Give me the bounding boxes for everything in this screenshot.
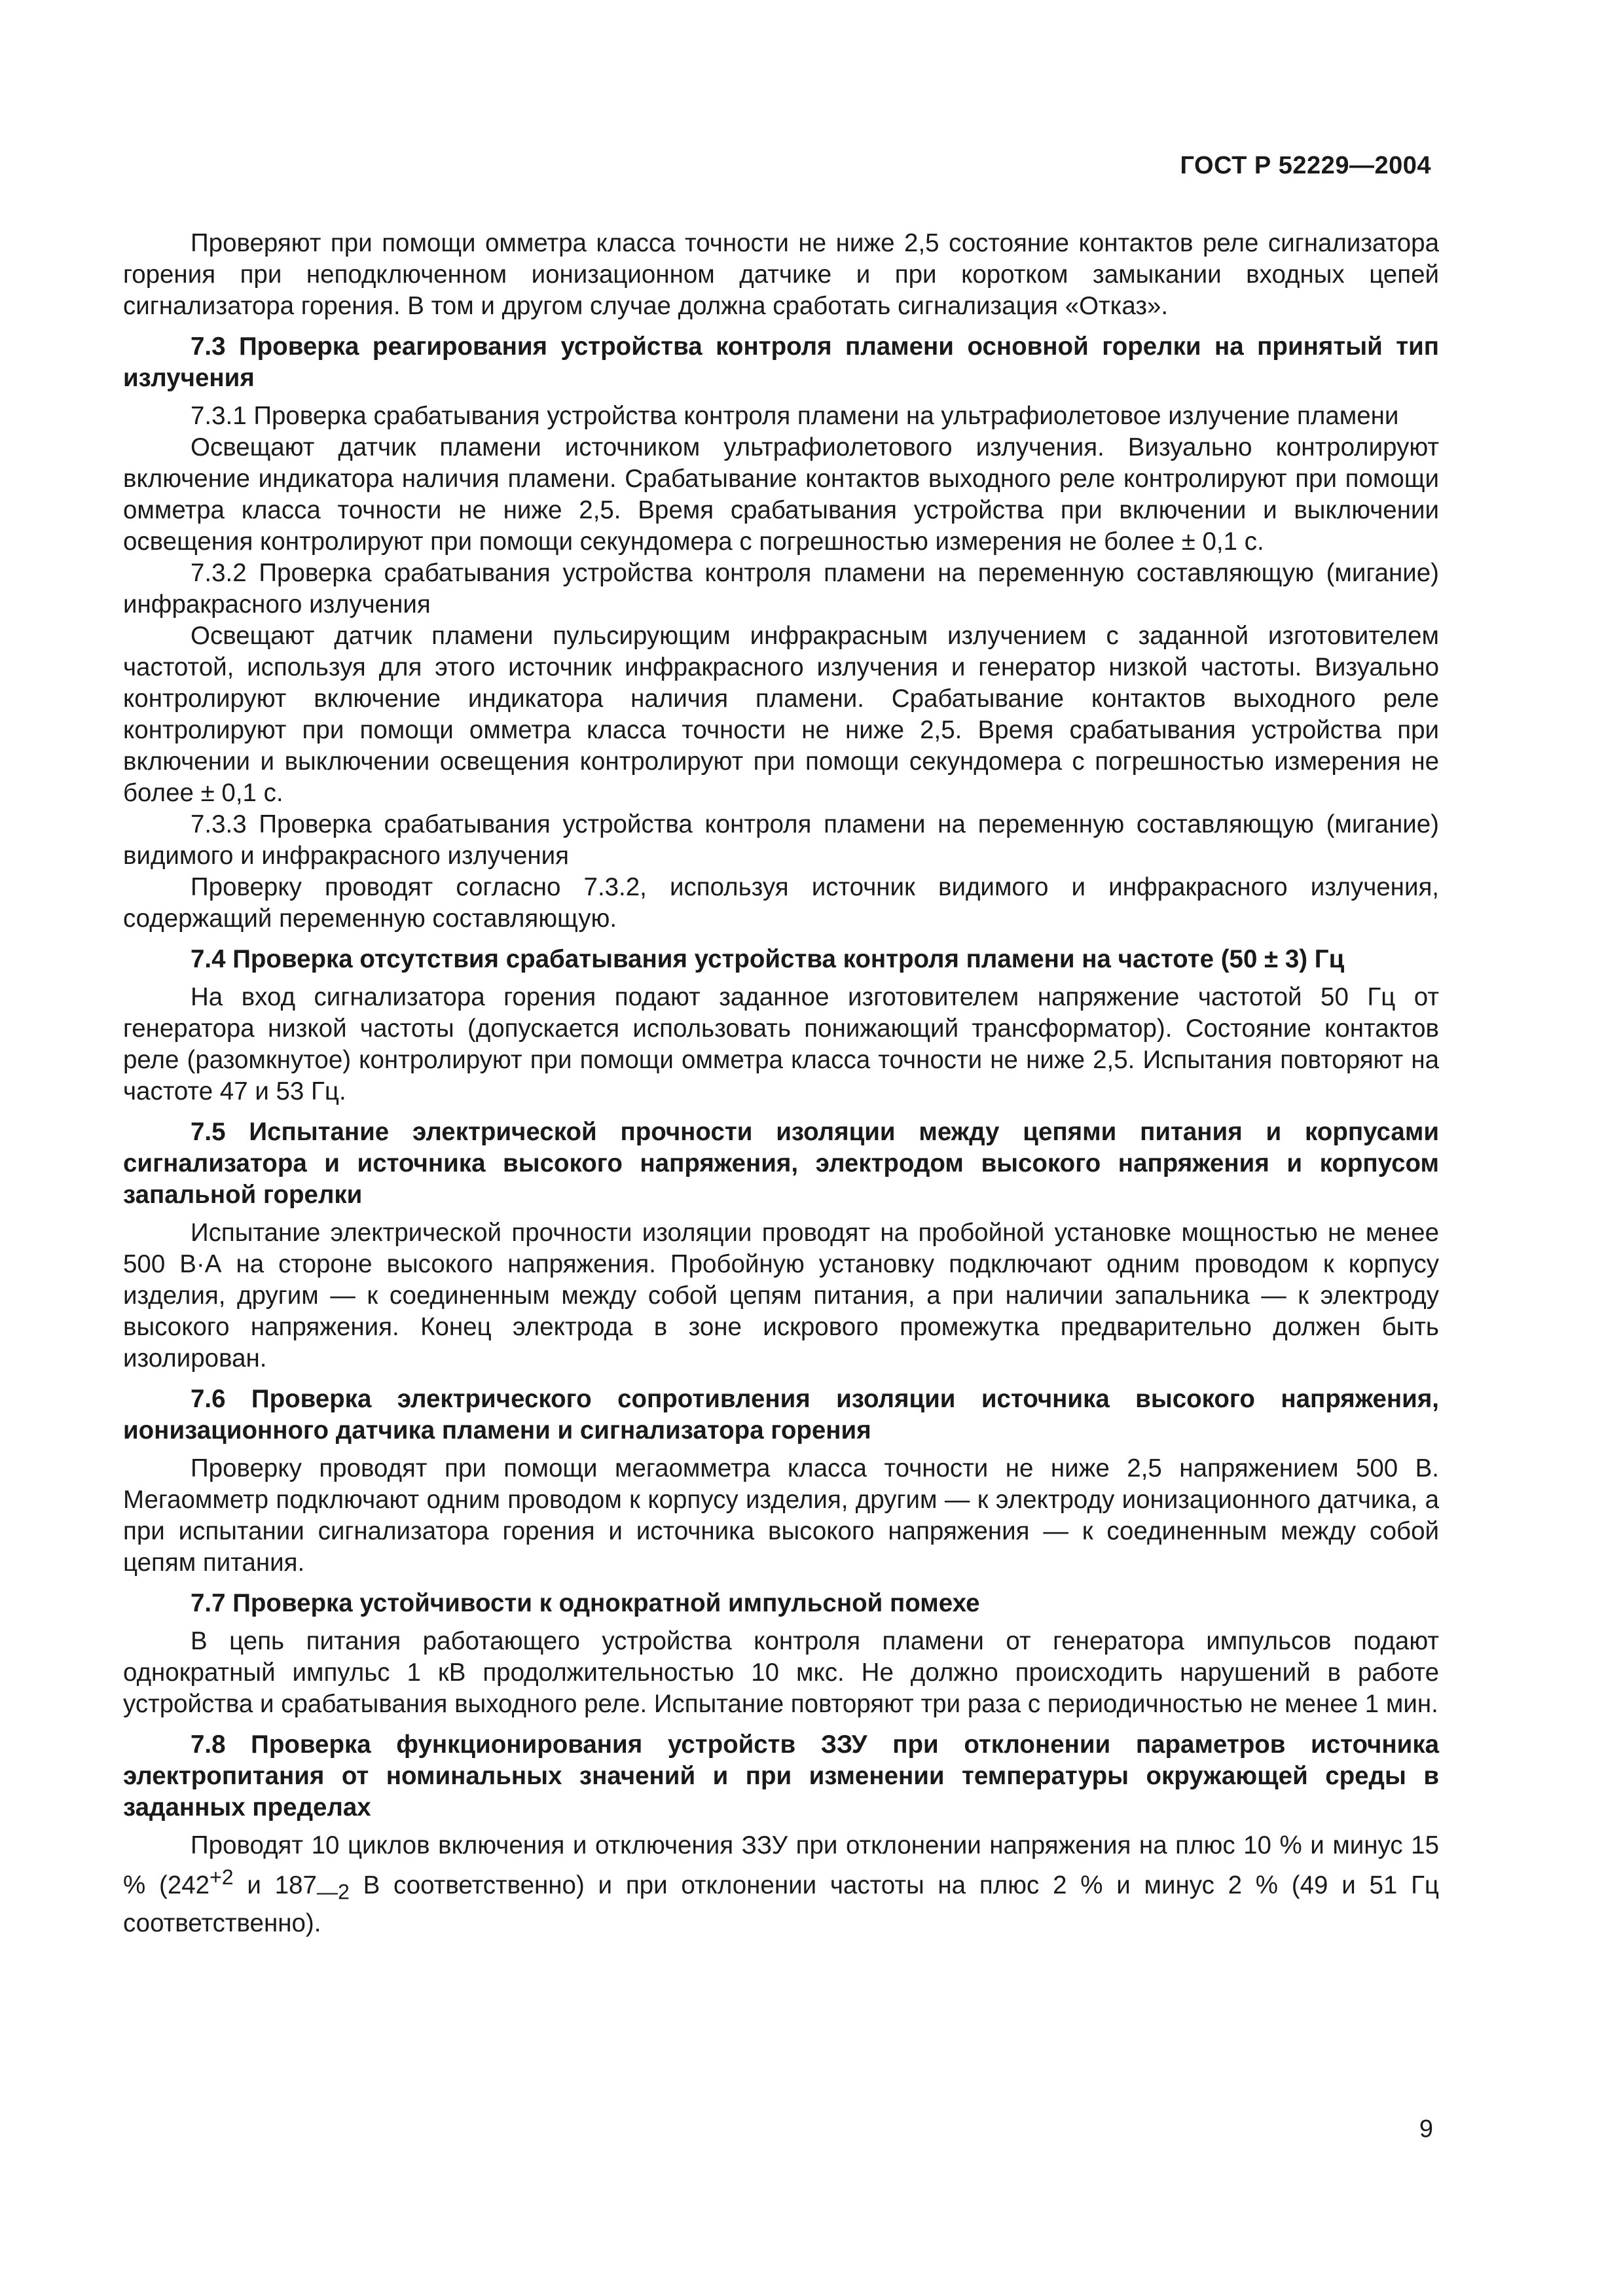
document-code: ГОСТ Р 52229—2004 [1180, 152, 1431, 179]
section-heading-7-4: 7.4 Проверка отсутствия срабатывания устройства контроля пламени на частоте (50 ± 3) Гц [191, 945, 1345, 973]
paragraph: Проверяют при помощи омметра класса точности не ниже 2,5 состояние контактов реле сигнализатора горения при неподключенном ионизационном датчике и при коротком замыкании входных цепей сигнализатора горения. В том и другом случае должна сработать сигнализация «Отказ». [123, 229, 1439, 320]
paragraph-7-8 [123, 1830, 1439, 1939]
section-heading-7-7: 7.7 Проверка устойчивости к однократной импульсной помехе [191, 1589, 980, 1617]
paragraph: Освещают датчик пламени источником ультрафиолетового излучения. Визуально контролируют включение индикатора наличия пламени. Срабатывание контактов выходного реле контролируют при помощи омметра класса точности не ниже 2,5. Время срабатывания устройства при включении и выключении освещения контролируют при помощи секундомера с погрешностью измерения не более ± 0,1 с. [123, 433, 1439, 556]
section-heading-7-8: 7.8 Проверка функционирования устройств ЗЗУ при отклонении параметров источника электропитания от номинальных значений и при изменении температуры окружающей среды в заданных пределах [123, 1731, 1439, 1821]
section-heading-7-3: 7.3 Проверка реагирования устройства контроля пламени основной горелки на принятый тип излучения [123, 332, 1439, 392]
paragraph: В цепь питания работающего устройства контроля пламени от генератора импульсов подают однократный импульс 1 кВ продолжительностью 10 мкс. Не должно происходить нарушений в работе устройства и срабатывания выходного реле. Испытание повторяют три раза с периодичностью не менее 1 мин. [123, 1627, 1439, 1718]
subsection-heading-7-3-2: 7.3.2 Проверка срабатывания устройства контроля пламени на переменную составляющую (мигание) инфракрасного излучения [123, 559, 1439, 619]
page-body [123, 228, 1439, 1939]
text-run: В соответственно) и при отклонении частоты на плюс 2 % и минус 2 % (49 и 51 Гц соответственно). [123, 1871, 1439, 1937]
section-heading-7-6: 7.6 Проверка электрического сопротивления изоляции источника высокого напряжения, ионизационного датчика пламени и сигнализатора горения [123, 1385, 1439, 1444]
paragraph: На вход сигнализатора горения подают заданное изготовителем напряжение частотой 50 Гц от генератора низкой частоты (допускается использовать понижающий трансформатор). Состояние контактов реле (разомкнутое) контролируют при помощи омметра класса точности не ниже 2,5. Испытания повторяют на частоте 47 и 53 Гц. [123, 983, 1439, 1105]
page-number: 9 [1419, 2115, 1433, 2143]
superscript-tolerance: +2 [210, 1865, 234, 1889]
subscript-tolerance: —2 [316, 1880, 350, 1904]
paragraph: Освещают датчик пламени пульсирующим инфракрасным излучением с заданной изготовителем частотой, используя для этого источник инфракрасного излучения и генератор низкой частоты. Визуально контролируют включение индикатора наличия пламени. Срабатывание контактов выходного реле контролируют при помощи омметра класса точности не ниже 2,5. Время срабатывания устройства при включении и выключении освещения контролируют при помощи секундомера с погрешностью измерения не более ± 0,1 с. [123, 622, 1439, 807]
subsection-heading-7-3-3: 7.3.3 Проверка срабатывания устройства контроля пламени на переменную составляющую (мигание) видимого и инфракрасного излучения [123, 810, 1439, 870]
text-run: Проводят 10 циклов включения и отключения ЗЗУ при отклонении напряжения на плюс 10 % и минус 15 % (242 [123, 1831, 1439, 1899]
text-run: и 187 [233, 1871, 317, 1899]
paragraph: Испытание электрической прочности изоляции проводят на пробойной установке мощностью не менее 500 В·А на стороне высокого напряжения. Пробойную установку подключают одним проводом к корпусу изделия, другим — к соединенным между собой цепям питания, а при наличии запальника — к электроду высокого напряжения. Конец электрода в зоне искрового промежутка предварительно должен быть изолирован. [123, 1219, 1439, 1372]
subsection-heading-7-3-1: 7.3.1 Проверка срабатывания устройства контроля пламени на ультрафиолетовое излучение пламени [191, 402, 1399, 430]
section-heading-7-5: 7.5 Испытание электрической прочности изоляции между цепями питания и корпусами сигнализатора и источника высокого напряжения, электродом высокого напряжения и корпусом запальной горелки [123, 1118, 1439, 1209]
paragraph: Проверку проводят при помощи мегаомметра класса точности не ниже 2,5 напряжением 500 В. Мегаомметр подключают одним проводом к корпусу изделия, другим — к электроду ионизационного датчика, а при испытании сигнализатора горения и источника высокого напряжения — к соединенным между собой цепям питания. [123, 1454, 1439, 1577]
paragraph: Проверку проводят согласно 7.3.2, используя источник видимого и инфракрасного излучения, содержащий переменную составляющую. [123, 873, 1439, 933]
